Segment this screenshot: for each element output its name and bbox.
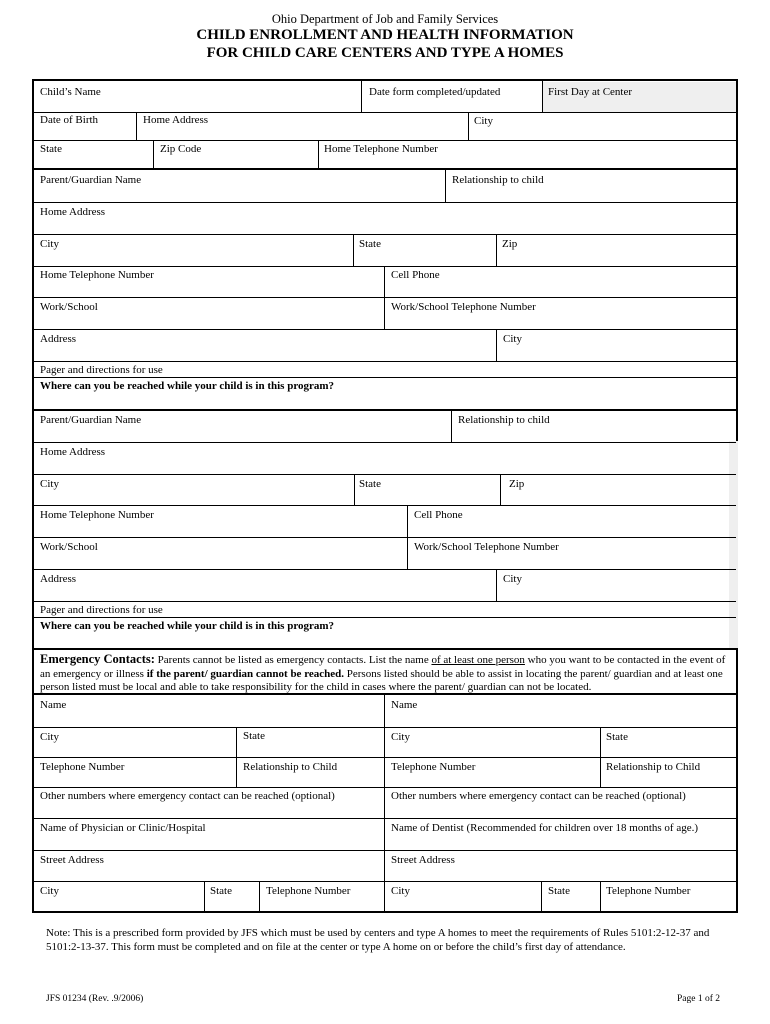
guardian2-reach-field[interactable]: Where can you be reached while your child is in this program?	[40, 620, 335, 632]
guardian2-city-field[interactable]: City	[40, 478, 59, 490]
child-zip-field[interactable]: Zip Code	[160, 143, 202, 155]
guardian1-home-address-field[interactable]: Home Address	[40, 206, 106, 218]
form-title-line2: FOR CHILD CARE CENTERS AND TYPE A HOMES	[206, 45, 564, 61]
child-home-phone-field[interactable]: Home Telephone Number	[324, 143, 438, 155]
emergency2-relationship-field[interactable]: Relationship to Child	[606, 761, 701, 773]
emergency1-state-field[interactable]: State	[243, 730, 265, 742]
guardian2-work-field[interactable]: Work/School	[40, 541, 98, 553]
dentist-name-field[interactable]: Name of Dentist (Recommended for children over 18 months of age.)	[391, 822, 698, 834]
guardian2-home-phone-field[interactable]: Home Telephone Number	[40, 509, 154, 521]
guardian2-state-field[interactable]: State	[359, 478, 381, 490]
physician-name-field[interactable]: Name of Physician or Clinic/Hospital	[40, 822, 206, 834]
guardian1-state-field[interactable]: State	[359, 238, 381, 250]
page-number: Page 1 of 2	[677, 994, 721, 1004]
child-city-field[interactable]: City	[474, 115, 493, 127]
guardian2-zip-field[interactable]: Zip	[509, 478, 525, 490]
guardian2-relationship-field[interactable]: Relationship to child	[458, 414, 550, 426]
guardian1-name-field[interactable]: Parent/Guardian Name	[40, 174, 142, 186]
guardian1-relationship-field[interactable]: Relationship to child	[452, 174, 544, 186]
form-id: JFS 01234 (Rev. .9/2006)	[46, 994, 144, 1004]
guardian1-cell-phone-field[interactable]: Cell Phone	[391, 269, 440, 281]
emergency2-state-field[interactable]: State	[606, 731, 628, 743]
emergency2-city-field[interactable]: City	[391, 731, 410, 743]
physician-city-field[interactable]: City	[40, 885, 59, 897]
guardian1-reach-field[interactable]: Where can you be reached while your child is in this program?	[40, 380, 335, 392]
guardian2-home-address-field[interactable]: Home Address	[40, 446, 106, 458]
guardian1-city-field[interactable]: City	[40, 238, 59, 250]
emergency1-phone-field[interactable]: Telephone Number	[40, 761, 125, 773]
form-note: Note: This is a prescribed form provided by JFS which must be used by centers and type A homes to meet the requirements of Rules 5101:2-12-37 and 5101:2-13-37. This form must be completed and on file at the center or type A home on or before the child’s first day of attendance.	[46, 927, 710, 953]
physician-state-field[interactable]: State	[210, 885, 232, 897]
physician-street-field[interactable]: Street Address	[40, 854, 104, 866]
emergency-instructions: Emergency Contacts: Parents cannot be listed as emergency contacts. List the name of at least one person who you want to be contacted in the event of an emergency or illness if the parent/ guardian cannot be reached. Persons listed should be able to assist in locating the parent/ guardian and at least one person listed must be local and able to take responsibility for the child in cases where the parent/ guardian can not be located.	[40, 652, 726, 693]
guardian2-work-phone-field[interactable]: Work/School Telephone Number	[414, 541, 559, 553]
guardian2-name-field[interactable]: Parent/Guardian Name	[40, 414, 142, 426]
guardian1-city2-field[interactable]: City	[503, 333, 522, 345]
childs-name-field[interactable]: Child’s Name	[40, 86, 101, 98]
guardian2-pager-field[interactable]: Pager and directions for use	[40, 604, 163, 616]
first-day-field[interactable]: First Day at Center	[548, 86, 633, 98]
emergency1-other-numbers-field[interactable]: Other numbers where emergency contact can be reached (optional)	[40, 790, 335, 802]
date-completed-field[interactable]: Date form completed/updated	[369, 86, 501, 98]
child-state-field[interactable]: State	[40, 143, 62, 155]
emergency2-other-numbers-field[interactable]: Other numbers where emergency contact can be reached (optional)	[391, 790, 686, 802]
guardian2-cell-phone-field[interactable]: Cell Phone	[414, 509, 463, 521]
child-home-address-field[interactable]: Home Address	[143, 114, 209, 126]
guardian1-address-field[interactable]: Address	[40, 333, 77, 345]
enrollment-form	[32, 79, 738, 913]
guardian1-work-field[interactable]: Work/School	[40, 301, 98, 313]
dentist-phone-field[interactable]: Telephone Number	[606, 885, 691, 897]
emergency1-name-field[interactable]: Name	[40, 699, 67, 711]
guardian1-home-phone-field[interactable]: Home Telephone Number	[40, 269, 154, 281]
emergency2-phone-field[interactable]: Telephone Number	[391, 761, 476, 773]
guardian1-pager-field[interactable]: Pager and directions for use	[40, 364, 163, 376]
guardian1-work-phone-field[interactable]: Work/School Telephone Number	[391, 301, 536, 313]
emergency2-name-field[interactable]: Name	[391, 699, 418, 711]
guardian2-address-field[interactable]: Address	[40, 573, 77, 585]
form-title-line1: CHILD ENROLLMENT AND HEALTH INFORMATION	[196, 27, 574, 43]
guardian2-city2-field[interactable]: City	[503, 573, 522, 585]
emergency1-relationship-field[interactable]: Relationship to Child	[243, 761, 338, 773]
dentist-state-field[interactable]: State	[548, 885, 570, 897]
emergency1-city-field[interactable]: City	[40, 731, 59, 743]
physician-phone-field[interactable]: Telephone Number	[266, 885, 351, 897]
agency-name: Ohio Department of Job and Family Services	[271, 12, 499, 26]
dentist-street-field[interactable]: Street Address	[391, 854, 455, 866]
dentist-city-field[interactable]: City	[391, 885, 410, 897]
date-of-birth-field[interactable]: Date of Birth	[40, 114, 99, 126]
guardian1-zip-field[interactable]: Zip	[502, 238, 518, 250]
